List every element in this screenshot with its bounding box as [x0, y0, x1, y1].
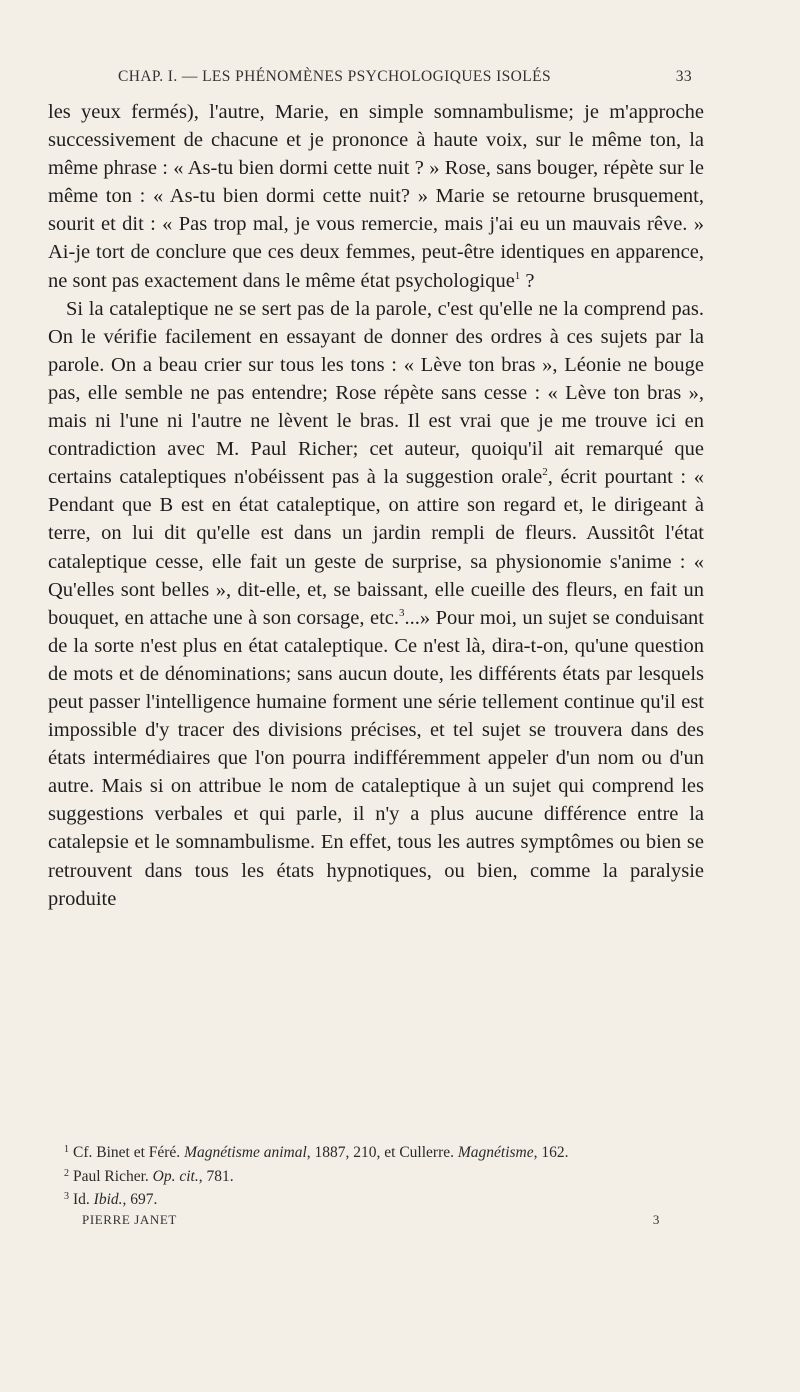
running-head: [118, 68, 692, 86]
chapter-title: CHAP. I. — LES PHÉNOMÈNES PSYCHOLOGIQUES ISOLÉS: [118, 68, 552, 85]
page-number: 33: [675, 68, 692, 85]
footnote-ref: 1: [514, 269, 521, 282]
footnote-mark: 2: [64, 1167, 69, 1179]
footnote-text: Id.: [73, 1191, 94, 1208]
footnote-mark: 3: [64, 1191, 69, 1202]
paragraph: [48, 295, 704, 913]
footnote-text: , 162.: [533, 1144, 569, 1161]
footnote-text: Paul Richer.: [73, 1167, 153, 1185]
footnote-title: Magnétisme: [457, 1144, 534, 1161]
footnote: [48, 1140, 704, 1164]
footnote-mark: 1: [64, 1144, 69, 1155]
footnote-text: , 697.: [122, 1191, 158, 1208]
footnote-title: Ibid.: [93, 1191, 123, 1208]
footnote-ref: 2: [542, 466, 548, 479]
signature-mark: 3: [652, 1212, 660, 1227]
footnote-title: Magnétisme animal: [184, 1144, 307, 1161]
footnote-text: , 781.: [198, 1167, 234, 1185]
footnote-ref: 3: [399, 606, 405, 619]
footnote-text: , 1887, 210, et Cullerre.: [306, 1144, 458, 1161]
footnotes: [48, 1140, 704, 1211]
text-run: ...» Pour moi, un sujet se conduisant de la sorte n'est plus en état cataleptique. Ce n'est là, dira-t-on, qu'une question de mots et de dénominations; sans aucun doute, les différents états par lesquels peut passer l'intelligence humaine forment une série tellement continue qu'il est impossible d'y tracer des divisions précises, et tel sujet se trouvera dans des états intermédiaires que l'on pourra indifféremment appeler d'un nom ou d'un autre. Mais si on attribue le nom de cataleptique à un sujet qui comprend les suggestions verbales et qui parle, il n'y a plus aucune différence entre la catalepsie et le somnambulisme. En effet, tous les autres symptômes ou bien se retrouvent dans tous les états hypnotiques, ou bien, comme la paralysie produite: [48, 606, 704, 910]
body-text: [48, 98, 704, 913]
text-run: ?: [520, 269, 535, 292]
footer-author: PIERRE JANET: [82, 1212, 177, 1227]
page-footer: [82, 1212, 660, 1228]
footnote: [48, 1164, 704, 1188]
text-run: les yeux fermés), l'autre, Marie, en simple somnambulisme; je m'approche successivement de chacune et je prononce à haute voix, sur le même ton, la même phrase : « As-tu bien dormi cette nuit ? » Rose, sans bouger, répète sur le même ton : « As-tu bien dormi cette nuit? » Marie se retourne brusquement, sourit et dit : « Pas trop mal, je vous remercie, mais j'ai eu un mauvais rêve. » Ai-je tort de conclure que ces deux femmes, peut-être identiques en apparence, ne sont pas exactement dans le même état psychologique: [48, 101, 704, 292]
footnote-text: Cf. Binet et Féré.: [73, 1144, 185, 1161]
text-run: Si la cataleptique ne se sert pas de la parole, c'est qu'elle ne la comprend pas. On le vérifie facilement en essayant de donner des ordres à ces sujets par la parole. On a beau crier sur tous les tons : « Lève ton bras », Léonie ne bouge pas, elle semble ne pas entendre; Rose répète sans cesse : « Lève ton bras », mais ni l'une ni l'autre ne lèvent le bras. Il est vrai que je me trouve ici en contradiction avec M. Paul Richer; cet auteur, quoiqu'il ait remarqué que certains cataleptiques n'obéissent pas à la suggestion orale: [48, 297, 704, 489]
text-run: , écrit pourtant : « Pendant que B est en état cataleptique, on attire son regard et, le dirigeant à terre, on lui dit qu'elle est dans un jardin rempli de fleurs. Aussitôt l'état cataleptique cesse, elle fait un geste de surprise, sa physionomie s'anime : « Qu'elles sont belles », dit-elle, et, se baissant, elle cueille des fleurs, en fait un bouquet, en attache une à son corsage, etc.: [48, 466, 704, 629]
paragraph: [48, 98, 704, 295]
footnote: [48, 1187, 704, 1211]
footnote-title: Op. cit.: [152, 1167, 199, 1185]
